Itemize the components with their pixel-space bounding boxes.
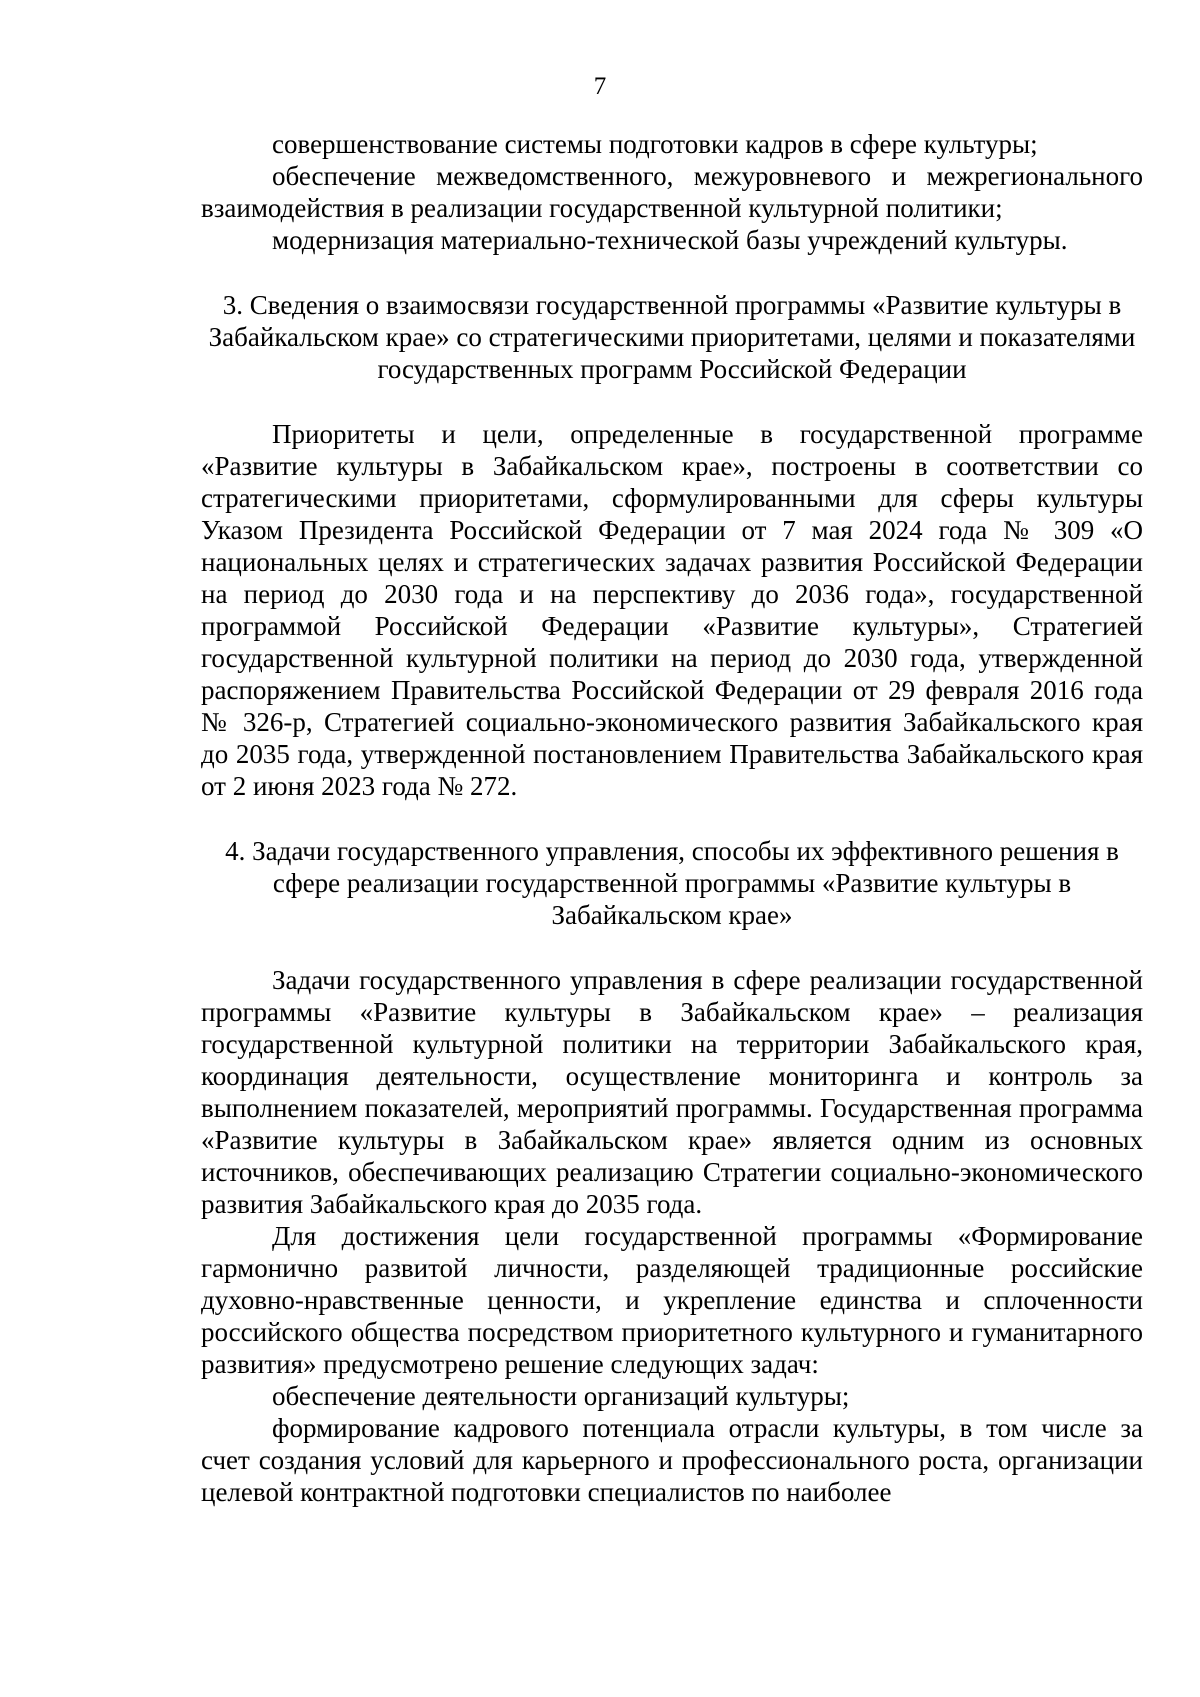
section-3-heading: 3. Сведения о взаимосвязи государственной программы «Развитие культуры в Забайкальском крае» со стратегическими приоритетами, целями и показателями государственных программ Российской Федерации [208, 290, 1136, 384]
spacer [201, 802, 1143, 835]
section-4-paragraph-2: Для достижения цели государственной программы «Формирование гармонично развитой личности, разделяющей традиционные российские духовно-нравственные ценности, и укрепление единства и сплоченности российского общества посредством приоритетного культурного и гуманитарного развития» предусмотрено решение следующих задач: [201, 1221, 1143, 1379]
spacer [201, 256, 1143, 289]
section-4-paragraph-4: формирование кадрового потенциала отрасли культуры, в том числе за счет создания условий для карьерного и профессионального роста, организации целевой контрактной подготовки специалистов по наиболее [201, 1413, 1143, 1507]
spacer [201, 931, 1143, 964]
intro-paragraph-2: обеспечение межведомственного, межуровневого и межрегионального взаимодействия в реализации государственной культурной политики; [201, 161, 1143, 223]
page-number: 7 [593, 73, 607, 100]
section-4-paragraph-1: Задачи государственного управления в сфере реализации государственной программы «Развитие культуры в Забайкальском крае» – реализация государственной культурной политики на территории Забайкальского края, координация деятельности, осуществление мониторинга и контроль за выполнением показателей, мероприятий программы. Государственная программа «Развитие культуры в Забайкальском крае» является одним из основных источников, обеспечивающих реализацию Стратегии социально-экономического развития Забайкальского края до 2035 года. [201, 965, 1143, 1219]
section-3-paragraph-1: Приоритеты и цели, определенные в государственной программе «Развитие культуры в Забайкальском крае», построены в соответствии со стратегическими приоритетами, сформулированными для сферы культуры Указом Президента Российской Федерации от 7 мая 2024 года № 309 «О национальных целях и стратегических задачах развития Российской Федерации на период до 2030 года и на перспективу до 2036 года», государственной программой Российской Федерации «Развитие культуры», Стратегией государственной культурной политики на период до 2030 года, утвержденной распоряжением Правительства Российской Федерации от 29 февраля 2016 года № 326-р, Стратегией социально-экономического развития Забайкальского края до 2035 года, утвержденной постановлением Правительства Забайкальского края от 2 июня 2023 года № 272. [201, 419, 1143, 801]
section-4-heading: 4. Задачи государственного управления, способы их эффективного решения в сфере реализации государственной программы «Развитие культуры в Забайкальском крае» [225, 836, 1119, 930]
intro-paragraph-3: модернизация материально-технической базы учреждений культуры. [272, 225, 1068, 255]
section-4-paragraph-3: обеспечение деятельности организаций культуры; [272, 1381, 850, 1411]
document-body [201, 128, 1143, 1508]
intro-paragraph-1: совершенствование системы подготовки кадров в сфере культуры; [272, 129, 1038, 159]
spacer [201, 385, 1143, 418]
